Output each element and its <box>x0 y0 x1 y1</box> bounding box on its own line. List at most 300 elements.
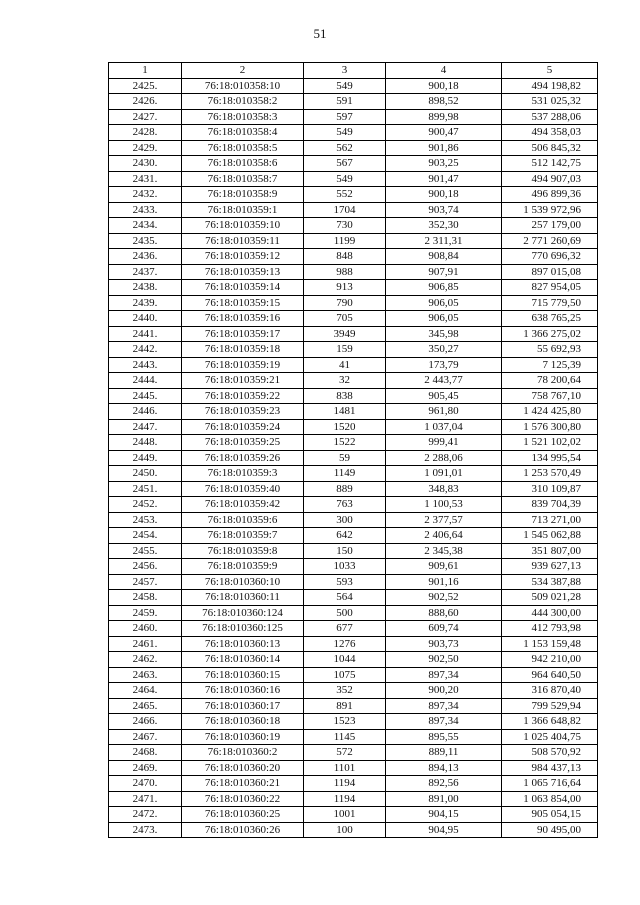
row-number-cell: 2436. <box>109 249 182 265</box>
rate-cell: 888,60 <box>386 605 502 621</box>
rate-cell: 352,30 <box>386 218 502 234</box>
table-row <box>109 295 598 311</box>
rate-cell: 1 091,01 <box>386 466 502 482</box>
rate-cell: 2 311,31 <box>386 233 502 249</box>
row-number-cell: 2449. <box>109 450 182 466</box>
row-number-cell: 2456. <box>109 559 182 575</box>
cadastral-number-cell: 76:18:010359:10 <box>182 218 304 234</box>
value-cell: 494 907,03 <box>502 171 598 187</box>
value-cell: 134 995,54 <box>502 450 598 466</box>
value-cell: 496 899,36 <box>502 187 598 203</box>
table-row <box>109 388 598 404</box>
table-row <box>109 357 598 373</box>
table-row <box>109 342 598 358</box>
row-number-cell: 2455. <box>109 543 182 559</box>
cadastral-number-cell: 76:18:010360:11 <box>182 590 304 606</box>
value-cell: 942 210,00 <box>502 652 598 668</box>
value-cell: 1 065 716,64 <box>502 776 598 792</box>
table-row <box>109 543 598 559</box>
area-cell: 1481 <box>304 404 386 420</box>
value-cell: 1 576 300,80 <box>502 419 598 435</box>
value-cell: 310 109,87 <box>502 481 598 497</box>
row-number-cell: 2445. <box>109 388 182 404</box>
cadastral-number-cell: 76:18:010359:11 <box>182 233 304 249</box>
cadastral-number-cell: 76:18:010360:10 <box>182 574 304 590</box>
table-row <box>109 776 598 792</box>
value-cell: 638 765,25 <box>502 311 598 327</box>
row-number-cell: 2438. <box>109 280 182 296</box>
table-row <box>109 745 598 761</box>
area-cell: 1276 <box>304 636 386 652</box>
cadastral-number-cell: 76:18:010360:25 <box>182 807 304 823</box>
rate-cell: 348,83 <box>386 481 502 497</box>
rate-cell: 350,27 <box>386 342 502 358</box>
rate-cell: 904,15 <box>386 807 502 823</box>
area-cell: 41 <box>304 357 386 373</box>
row-number-cell: 2448. <box>109 435 182 451</box>
rate-cell: 2 443,77 <box>386 373 502 389</box>
area-cell: 1149 <box>304 466 386 482</box>
cadastral-number-cell: 76:18:010359:17 <box>182 326 304 342</box>
table-row <box>109 466 598 482</box>
rate-cell: 909,61 <box>386 559 502 575</box>
row-number-cell: 2434. <box>109 218 182 234</box>
row-number-cell: 2470. <box>109 776 182 792</box>
area-cell: 642 <box>304 528 386 544</box>
rate-cell: 891,00 <box>386 791 502 807</box>
row-number-cell: 2443. <box>109 357 182 373</box>
area-cell: 1033 <box>304 559 386 575</box>
cadastral-number-cell: 76:18:010359:42 <box>182 497 304 513</box>
cadastral-number-cell: 76:18:010360:13 <box>182 636 304 652</box>
table-row <box>109 760 598 776</box>
area-cell: 705 <box>304 311 386 327</box>
row-number-cell: 2433. <box>109 202 182 218</box>
value-cell: 509 021,28 <box>502 590 598 606</box>
row-number-cell: 2444. <box>109 373 182 389</box>
area-cell: 988 <box>304 264 386 280</box>
cadastral-number-cell: 76:18:010358:5 <box>182 140 304 156</box>
row-number-cell: 2457. <box>109 574 182 590</box>
rate-cell: 900,18 <box>386 187 502 203</box>
rate-cell: 901,86 <box>386 140 502 156</box>
rate-cell: 901,16 <box>386 574 502 590</box>
row-number-cell: 2458. <box>109 590 182 606</box>
rate-cell: 908,84 <box>386 249 502 265</box>
rate-cell: 907,91 <box>386 264 502 280</box>
table-row <box>109 481 598 497</box>
table-row <box>109 140 598 156</box>
row-number-cell: 2464. <box>109 683 182 699</box>
area-cell: 549 <box>304 78 386 94</box>
table-row <box>109 807 598 823</box>
cadastral-number-cell: 76:18:010358:3 <box>182 109 304 125</box>
table-row <box>109 233 598 249</box>
rate-cell: 905,45 <box>386 388 502 404</box>
area-cell: 1194 <box>304 791 386 807</box>
value-cell: 257 179,00 <box>502 218 598 234</box>
area-cell: 1523 <box>304 714 386 730</box>
rate-cell: 173,79 <box>386 357 502 373</box>
row-number-cell: 2465. <box>109 698 182 714</box>
area-cell: 677 <box>304 621 386 637</box>
row-number-cell: 2447. <box>109 419 182 435</box>
rate-cell: 897,34 <box>386 714 502 730</box>
cadastral-number-cell: 76:18:010360:20 <box>182 760 304 776</box>
column-header-1: 1 <box>109 63 182 79</box>
rate-cell: 999,41 <box>386 435 502 451</box>
row-number-cell: 2441. <box>109 326 182 342</box>
area-cell: 1001 <box>304 807 386 823</box>
cadastral-number-cell: 76:18:010360:16 <box>182 683 304 699</box>
cadastral-number-cell: 76:18:010360:14 <box>182 652 304 668</box>
area-cell: 597 <box>304 109 386 125</box>
table-row <box>109 109 598 125</box>
row-number-cell: 2435. <box>109 233 182 249</box>
cadastral-number-cell: 76:18:010359:22 <box>182 388 304 404</box>
cadastral-number-cell: 76:18:010360:125 <box>182 621 304 637</box>
value-cell: 444 300,00 <box>502 605 598 621</box>
cadastral-number-cell: 76:18:010359:12 <box>182 249 304 265</box>
cadastral-number-cell: 76:18:010360:19 <box>182 729 304 745</box>
rate-cell: 609,74 <box>386 621 502 637</box>
row-number-cell: 2439. <box>109 295 182 311</box>
cadastral-number-cell: 76:18:010359:15 <box>182 295 304 311</box>
rate-cell: 901,47 <box>386 171 502 187</box>
value-cell: 534 387,88 <box>502 574 598 590</box>
page-number: 51 <box>313 26 327 41</box>
table-row <box>109 125 598 141</box>
table-row <box>109 636 598 652</box>
table-row <box>109 590 598 606</box>
value-cell: 55 692,93 <box>502 342 598 358</box>
area-cell: 1101 <box>304 760 386 776</box>
table-row <box>109 280 598 296</box>
table-row <box>109 78 598 94</box>
area-cell: 549 <box>304 125 386 141</box>
value-cell: 537 288,06 <box>502 109 598 125</box>
table-row <box>109 218 598 234</box>
cadastral-number-cell: 76:18:010359:7 <box>182 528 304 544</box>
cadastral-number-cell: 76:18:010359:21 <box>182 373 304 389</box>
row-number-cell: 2427. <box>109 109 182 125</box>
area-cell: 159 <box>304 342 386 358</box>
value-cell: 412 793,98 <box>502 621 598 637</box>
cadastral-number-cell: 76:18:010358:9 <box>182 187 304 203</box>
value-cell: 494 198,82 <box>502 78 598 94</box>
value-cell: 905 054,15 <box>502 807 598 823</box>
area-cell: 889 <box>304 481 386 497</box>
cadastral-number-cell: 76:18:010359:1 <box>182 202 304 218</box>
rate-cell: 2 377,57 <box>386 512 502 528</box>
rate-cell: 899,98 <box>386 109 502 125</box>
cadastral-number-cell: 76:18:010359:40 <box>182 481 304 497</box>
rate-cell: 894,13 <box>386 760 502 776</box>
cadastral-number-cell: 76:18:010358:10 <box>182 78 304 94</box>
rate-cell: 961,80 <box>386 404 502 420</box>
area-cell: 100 <box>304 822 386 838</box>
cadastral-number-cell: 76:18:010359:18 <box>182 342 304 358</box>
area-cell: 591 <box>304 94 386 110</box>
row-number-cell: 2431. <box>109 171 182 187</box>
value-cell: 799 529,94 <box>502 698 598 714</box>
area-cell: 763 <box>304 497 386 513</box>
table-row <box>109 311 598 327</box>
area-cell: 32 <box>304 373 386 389</box>
rate-cell: 897,34 <box>386 667 502 683</box>
row-number-cell: 2446. <box>109 404 182 420</box>
value-cell: 839 704,39 <box>502 497 598 513</box>
row-number-cell: 2437. <box>109 264 182 280</box>
cadastral-number-cell: 76:18:010358:2 <box>182 94 304 110</box>
cadastral-number-cell: 76:18:010359:16 <box>182 311 304 327</box>
area-cell: 913 <box>304 280 386 296</box>
cadastral-number-cell: 76:18:010359:8 <box>182 543 304 559</box>
value-cell: 494 358,03 <box>502 125 598 141</box>
cadastral-number-cell: 76:18:010359:24 <box>182 419 304 435</box>
value-cell: 1 025 404,75 <box>502 729 598 745</box>
table-row <box>109 435 598 451</box>
table-row <box>109 683 598 699</box>
value-cell: 758 767,10 <box>502 388 598 404</box>
rate-cell: 889,11 <box>386 745 502 761</box>
rate-cell: 904,95 <box>386 822 502 838</box>
cadastral-number-cell: 76:18:010359:3 <box>182 466 304 482</box>
row-number-cell: 2468. <box>109 745 182 761</box>
area-cell: 1199 <box>304 233 386 249</box>
row-number-cell: 2429. <box>109 140 182 156</box>
cadastral-number-cell: 76:18:010358:6 <box>182 156 304 172</box>
table-row <box>109 574 598 590</box>
rate-cell: 345,98 <box>386 326 502 342</box>
row-number-cell: 2463. <box>109 667 182 683</box>
table-row <box>109 621 598 637</box>
row-number-cell: 2473. <box>109 822 182 838</box>
cadastral-number-cell: 76:18:010359:13 <box>182 264 304 280</box>
table-row <box>109 326 598 342</box>
value-cell: 1 545 062,88 <box>502 528 598 544</box>
value-cell: 715 779,50 <box>502 295 598 311</box>
area-cell: 567 <box>304 156 386 172</box>
value-cell: 1 063 854,00 <box>502 791 598 807</box>
cadastral-number-cell: 76:18:010358:7 <box>182 171 304 187</box>
value-cell: 531 025,32 <box>502 94 598 110</box>
column-header-5: 5 <box>502 63 598 79</box>
area-cell: 1044 <box>304 652 386 668</box>
table-row <box>109 419 598 435</box>
table-row <box>109 698 598 714</box>
row-number-cell: 2472. <box>109 807 182 823</box>
table-row <box>109 729 598 745</box>
table-row <box>109 822 598 838</box>
row-number-cell: 2471. <box>109 791 182 807</box>
table-header-row <box>109 63 598 79</box>
column-header-2: 2 <box>182 63 304 79</box>
row-number-cell: 2432. <box>109 187 182 203</box>
area-cell: 1145 <box>304 729 386 745</box>
area-cell: 549 <box>304 171 386 187</box>
rate-cell: 902,50 <box>386 652 502 668</box>
table-body <box>109 78 598 838</box>
table-row <box>109 373 598 389</box>
table-row <box>109 497 598 513</box>
row-number-cell: 2428. <box>109 125 182 141</box>
value-cell: 939 627,13 <box>502 559 598 575</box>
value-cell: 1 539 972,96 <box>502 202 598 218</box>
cadastral-number-cell: 76:18:010360:17 <box>182 698 304 714</box>
cadastral-number-cell: 76:18:010360:18 <box>182 714 304 730</box>
value-cell: 1 253 570,49 <box>502 466 598 482</box>
cadastral-number-cell: 76:18:010360:15 <box>182 667 304 683</box>
rate-cell: 2 406,64 <box>386 528 502 544</box>
value-cell: 78 200,64 <box>502 373 598 389</box>
table-row <box>109 652 598 668</box>
area-cell: 1704 <box>304 202 386 218</box>
area-cell: 562 <box>304 140 386 156</box>
value-cell: 1 366 648,82 <box>502 714 598 730</box>
table-row <box>109 714 598 730</box>
area-cell: 3949 <box>304 326 386 342</box>
area-cell: 1522 <box>304 435 386 451</box>
value-cell: 508 570,92 <box>502 745 598 761</box>
table-row <box>109 559 598 575</box>
rate-cell: 898,52 <box>386 94 502 110</box>
cadastral-number-cell: 76:18:010359:25 <box>182 435 304 451</box>
row-number-cell: 2453. <box>109 512 182 528</box>
area-cell: 1194 <box>304 776 386 792</box>
value-cell: 770 696,32 <box>502 249 598 265</box>
table-row <box>109 156 598 172</box>
area-cell: 352 <box>304 683 386 699</box>
table-row <box>109 605 598 621</box>
value-cell: 964 640,50 <box>502 667 598 683</box>
data-table <box>108 62 598 838</box>
table-row <box>109 450 598 466</box>
row-number-cell: 2454. <box>109 528 182 544</box>
area-cell: 790 <box>304 295 386 311</box>
rate-cell: 903,73 <box>386 636 502 652</box>
row-number-cell: 2430. <box>109 156 182 172</box>
value-cell: 1 521 102,02 <box>502 435 598 451</box>
area-cell: 150 <box>304 543 386 559</box>
value-cell: 2 771 260,69 <box>502 233 598 249</box>
rate-cell: 906,85 <box>386 280 502 296</box>
value-cell: 984 437,13 <box>502 760 598 776</box>
row-number-cell: 2462. <box>109 652 182 668</box>
row-number-cell: 2459. <box>109 605 182 621</box>
row-number-cell: 2425. <box>109 78 182 94</box>
rate-cell: 900,18 <box>386 78 502 94</box>
value-cell: 897 015,08 <box>502 264 598 280</box>
rate-cell: 1 100,53 <box>386 497 502 513</box>
row-number-cell: 2442. <box>109 342 182 358</box>
table-row <box>109 528 598 544</box>
area-cell: 838 <box>304 388 386 404</box>
table-row <box>109 512 598 528</box>
cadastral-number-cell: 76:18:010359:14 <box>182 280 304 296</box>
row-number-cell: 2467. <box>109 729 182 745</box>
value-cell: 90 495,00 <box>502 822 598 838</box>
cadastral-number-cell: 76:18:010359:23 <box>182 404 304 420</box>
rate-cell: 2 288,06 <box>386 450 502 466</box>
table-row <box>109 202 598 218</box>
table-row <box>109 404 598 420</box>
value-cell: 1 153 159,48 <box>502 636 598 652</box>
area-cell: 1075 <box>304 667 386 683</box>
table-row <box>109 264 598 280</box>
table-row <box>109 791 598 807</box>
table-row <box>109 171 598 187</box>
value-cell: 713 271,00 <box>502 512 598 528</box>
rate-cell: 2 345,38 <box>386 543 502 559</box>
rate-cell: 895,55 <box>386 729 502 745</box>
cadastral-number-cell: 76:18:010360:22 <box>182 791 304 807</box>
cadastral-number-cell: 76:18:010360:26 <box>182 822 304 838</box>
area-cell: 552 <box>304 187 386 203</box>
area-cell: 564 <box>304 590 386 606</box>
rate-cell: 906,05 <box>386 311 502 327</box>
area-cell: 593 <box>304 574 386 590</box>
cadastral-number-cell: 76:18:010360:2 <box>182 745 304 761</box>
row-number-cell: 2461. <box>109 636 182 652</box>
value-cell: 512 142,75 <box>502 156 598 172</box>
row-number-cell: 2460. <box>109 621 182 637</box>
value-cell: 7 125,39 <box>502 357 598 373</box>
area-cell: 572 <box>304 745 386 761</box>
rate-cell: 897,34 <box>386 698 502 714</box>
rate-cell: 892,56 <box>386 776 502 792</box>
value-cell: 506 845,32 <box>502 140 598 156</box>
rate-cell: 900,20 <box>386 683 502 699</box>
rate-cell: 906,05 <box>386 295 502 311</box>
rate-cell: 902,52 <box>386 590 502 606</box>
table-row <box>109 667 598 683</box>
row-number-cell: 2451. <box>109 481 182 497</box>
rate-cell: 1 037,04 <box>386 419 502 435</box>
table-row <box>109 94 598 110</box>
rate-cell: 903,25 <box>386 156 502 172</box>
area-cell: 500 <box>304 605 386 621</box>
value-cell: 351 807,00 <box>502 543 598 559</box>
cadastral-number-cell: 76:18:010359:6 <box>182 512 304 528</box>
column-header-3: 3 <box>304 63 386 79</box>
row-number-cell: 2469. <box>109 760 182 776</box>
value-cell: 1 424 425,80 <box>502 404 598 420</box>
cadastral-number-cell: 76:18:010360:21 <box>182 776 304 792</box>
rate-cell: 903,74 <box>386 202 502 218</box>
column-header-4: 4 <box>386 63 502 79</box>
area-cell: 848 <box>304 249 386 265</box>
value-cell: 827 954,05 <box>502 280 598 296</box>
cadastral-number-cell: 76:18:010359:19 <box>182 357 304 373</box>
area-cell: 1520 <box>304 419 386 435</box>
rate-cell: 900,47 <box>386 125 502 141</box>
area-cell: 59 <box>304 450 386 466</box>
row-number-cell: 2426. <box>109 94 182 110</box>
row-number-cell: 2452. <box>109 497 182 513</box>
value-cell: 316 870,40 <box>502 683 598 699</box>
cadastral-number-cell: 76:18:010359:9 <box>182 559 304 575</box>
row-number-cell: 2450. <box>109 466 182 482</box>
area-cell: 891 <box>304 698 386 714</box>
cadastral-number-cell: 76:18:010359:26 <box>182 450 304 466</box>
value-cell: 1 366 275,02 <box>502 326 598 342</box>
area-cell: 300 <box>304 512 386 528</box>
cadastral-number-cell: 76:18:010358:4 <box>182 125 304 141</box>
row-number-cell: 2466. <box>109 714 182 730</box>
table-row <box>109 187 598 203</box>
area-cell: 730 <box>304 218 386 234</box>
